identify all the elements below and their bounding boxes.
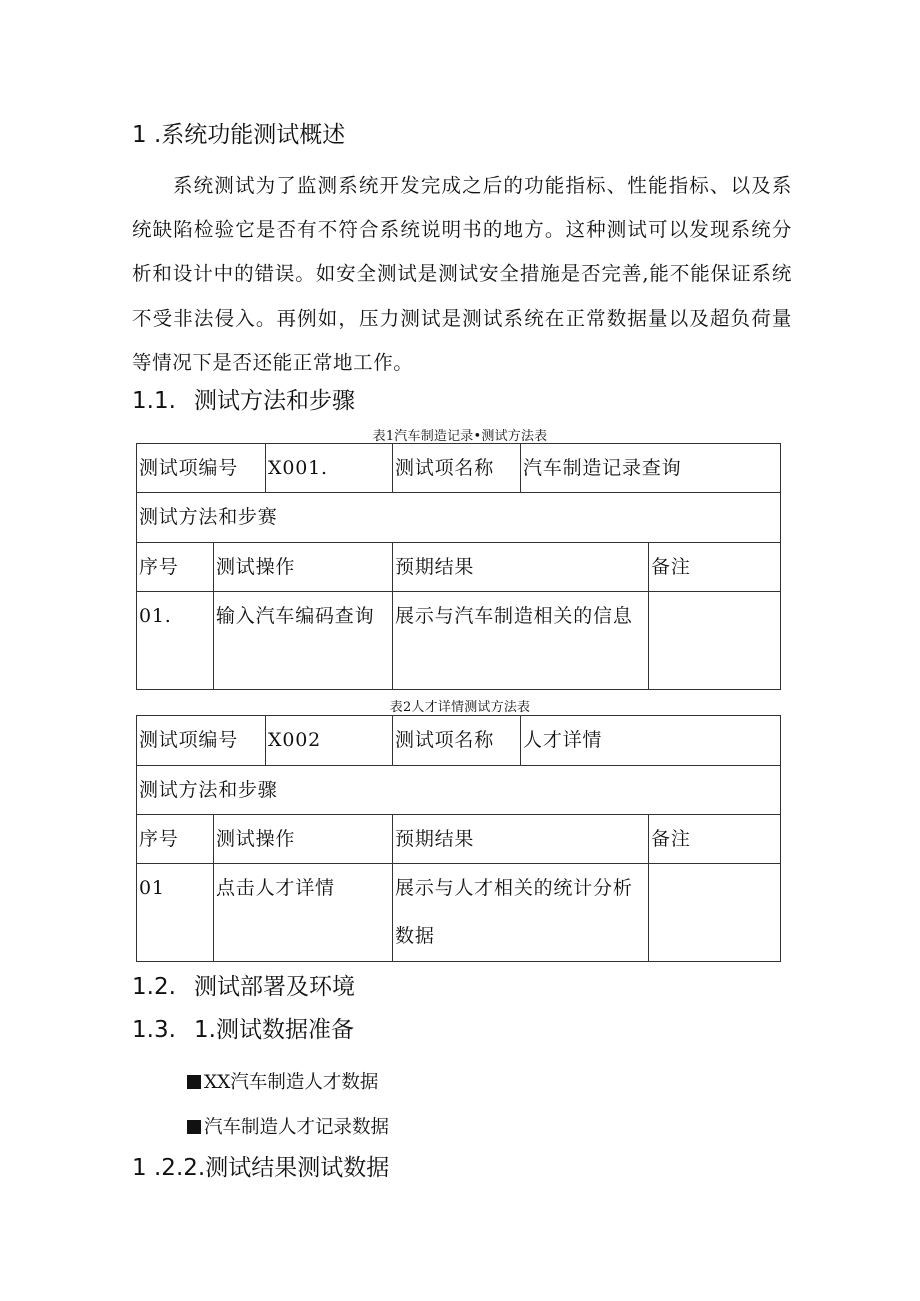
row-expected: 展示与汽车制造相关的信息 (393, 592, 649, 690)
section-title: 测试方法和步骤 (194, 388, 355, 414)
bullet-item (187, 1068, 378, 1094)
bullet-item (187, 1113, 389, 1139)
test-steps-label: 测试方法和步赛 (137, 493, 781, 543)
section-title: 1.测试数据准备 (194, 1017, 354, 1043)
test-steps-label: 测试方法和步骤 (137, 766, 781, 815)
header-expected: 预期结果 (393, 815, 649, 864)
header-note: 备注 (649, 543, 781, 592)
test-id-value: X002 (266, 716, 393, 766)
section-heading-results (132, 1155, 389, 1183)
section-heading-1-1 (132, 388, 355, 416)
header-seq: 序号 (137, 543, 214, 592)
bullet-text: XX汽车制造人才数据 (204, 1072, 379, 1093)
bullet-text: 汽车制造人才记录数据 (204, 1117, 390, 1138)
section-title: 测试部署及环境 (194, 974, 355, 1000)
row-expected: 展示与人才相关的统计分析数据 (393, 864, 649, 962)
row-operation: 输入汽车编码查询 (214, 592, 393, 690)
intro-paragraph: 系统测试为了监测系统开发完成之后的功能指标、性能指标、以及系统缺陷检验它是否有不符合系统说明书的地方。这种测试可以发现系统分析和设计中的错误。如安全测试是测试安全措施是否完善,能不能保证系统不受非法侵入。再例如，压力测试是测试系统在正常数据量以及超负荷量等情况下是否还能正常地工作。 (132, 174, 792, 374)
section-heading-1-3 (132, 1017, 354, 1045)
test-id-label: 测试项编号 (137, 716, 266, 766)
header-seq: 序号 (137, 815, 214, 864)
test-name-label: 测试项名称 (393, 444, 521, 493)
section-heading-1 (132, 122, 345, 150)
section-number: 1.1. (132, 388, 176, 414)
table-1-caption: 表1汽车制造记录•测试方法表 (372, 429, 548, 444)
test-method-table-2 (136, 715, 781, 962)
section-heading-1-2 (132, 974, 355, 1002)
header-operation: 测试操作 (214, 815, 393, 864)
table-2-caption: 表2人才详情测试方法表 (389, 700, 531, 715)
section-number: 1.2. (132, 974, 176, 1000)
row-note (649, 592, 781, 690)
test-name-label: 测试项名称 (393, 716, 521, 766)
section-number: 1.3. (132, 1017, 176, 1043)
row-operation: 点击人才详情 (214, 864, 393, 962)
header-expected: 预期结果 (393, 543, 649, 592)
row-seq: 01. (137, 592, 214, 690)
row-note (649, 864, 781, 962)
square-bullet-icon (187, 1075, 201, 1089)
row-seq: 01 (137, 864, 214, 962)
section-title: .2.2.测试结果测试数据 (154, 1155, 390, 1181)
test-id-label: 测试项编号 (137, 444, 266, 493)
section-number: 1 (132, 122, 147, 148)
test-id-value: X001. (266, 444, 393, 493)
test-name-value: 人才详情 (521, 716, 781, 766)
section-number: 1 (132, 1155, 147, 1181)
test-method-table-1 (136, 443, 781, 690)
section-title: .系统功能测试概述 (154, 122, 346, 148)
square-bullet-icon (187, 1120, 201, 1134)
test-name-value: 汽车制造记录查询 (521, 444, 781, 493)
header-operation: 测试操作 (214, 543, 393, 592)
header-note: 备注 (649, 815, 781, 864)
